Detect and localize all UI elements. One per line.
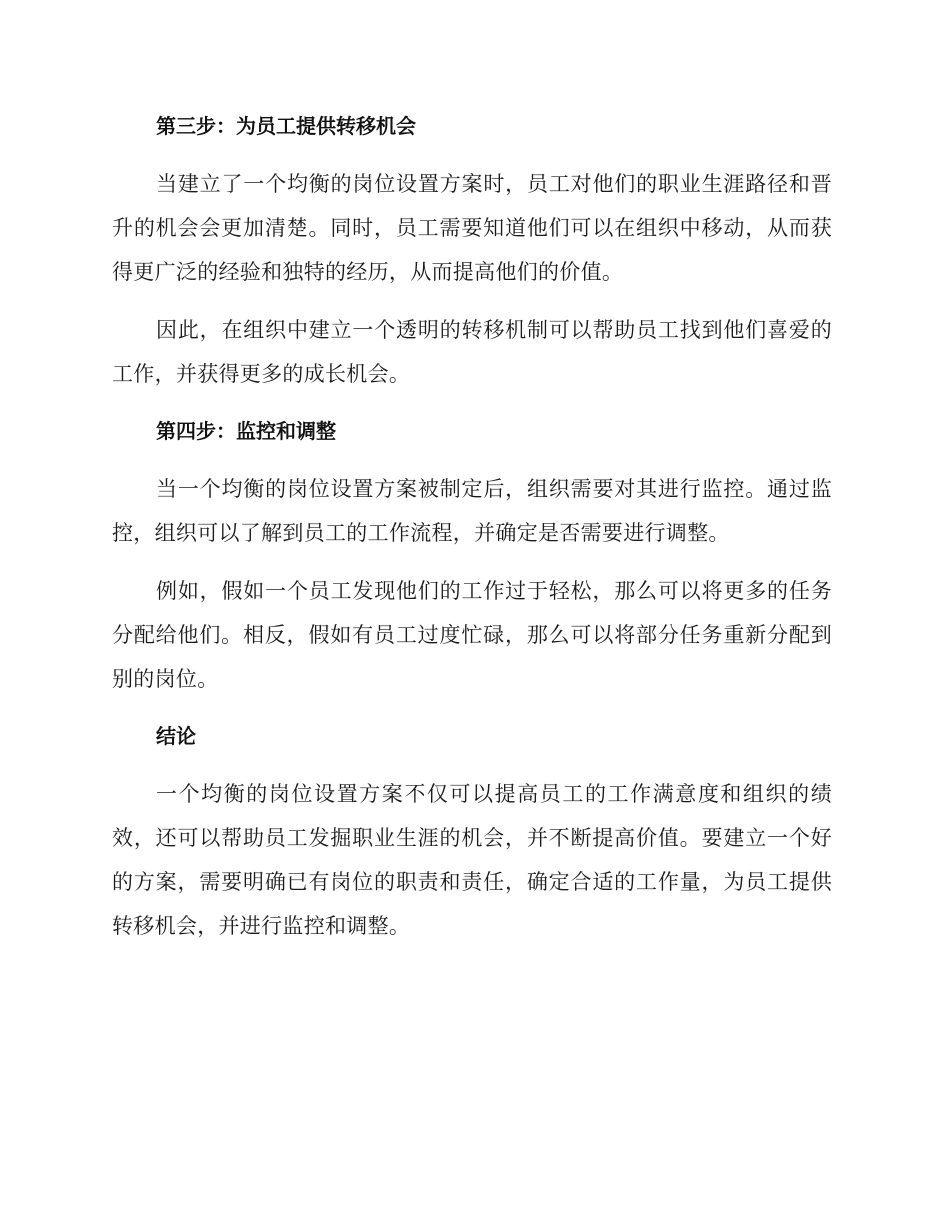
spacer <box>112 396 832 410</box>
paragraph: 一个均衡的岗位设置方案不仅可以提高员工的工作满意度和组织的绩效，还可以帮助员工发掘职业生涯的机会，并不断提高价值。要建立一个好的方案，需要明确已有岗位的职责和责任，确定合适的工作量，为员工提供转移机会，并进行监控和调整。 <box>112 782 832 938</box>
section-heading-step-four: 第四步：监控和调整 <box>156 419 336 443</box>
paragraph: 当建立了一个均衡的岗位设置方案时，员工对他们的职业生涯路径和晋升的机会会更加清楚。同时，员工需要知道他们可以在组织中移动，从而获得更广泛的经验和独特的经历，从而提高他们的价值。 <box>112 172 832 284</box>
spacer <box>112 453 832 467</box>
spacer <box>112 555 832 569</box>
spacer <box>112 758 832 772</box>
spacer <box>112 294 832 308</box>
section-heading-step-three: 第三步：为员工提供转移机会 <box>156 114 416 138</box>
spacer <box>112 701 832 715</box>
document-page <box>112 105 832 948</box>
spacer <box>112 148 832 162</box>
paragraph: 当一个均衡的岗位设置方案被制定后，组织需要对其进行监控。通过监控，组织可以了解到员工的工作流程，并确定是否需要进行调整。 <box>112 477 832 545</box>
paragraph: 例如，假如一个员工发现他们的工作过于轻松，那么可以将更多的任务分配给他们。相反，假如有员工过度忙碌，那么可以将部分任务重新分配到别的岗位。 <box>112 579 832 691</box>
section-heading-conclusion: 结论 <box>156 724 196 748</box>
paragraph: 因此，在组织中建立一个透明的转移机制可以帮助员工找到他们喜爱的工作，并获得更多的成长机会。 <box>112 318 832 386</box>
